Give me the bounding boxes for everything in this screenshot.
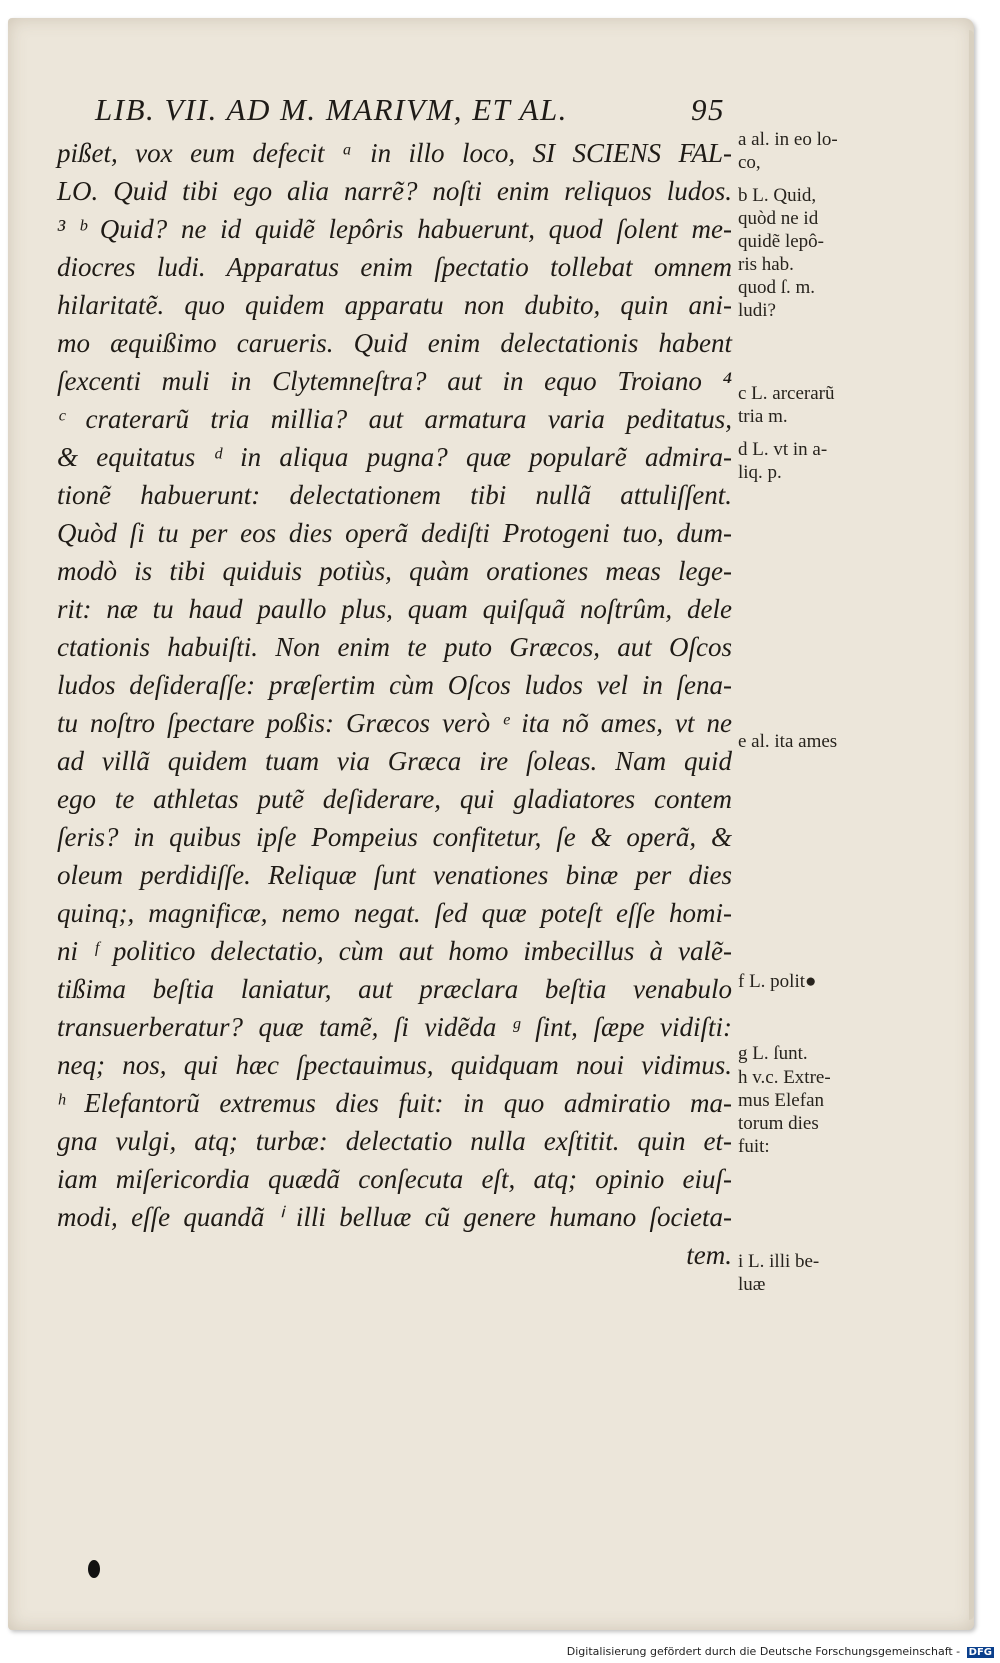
dfg-logo: DFG — [968, 1647, 992, 1658]
text-line: iam miſericordia quædã conſecuta eſt, atq; opinio eiuſ- — [57, 1164, 732, 1194]
text-line: modò is tibi quiduis potiùs, quàm orationes meas lege- — [57, 556, 732, 586]
text-line: diocres ludi. Apparatus enim ſpectatio tollebat omnem — [57, 252, 732, 282]
text-line: LO. Quid tibi ego alia narrẽ? noſti enim reliquos ludos. — [57, 176, 732, 206]
text-line: ³ ᵇ Quid? ne id quidẽ lepôris habuerunt, quod ſolent me- — [57, 214, 732, 244]
text-line: ego te athletas putẽ deſiderare, qui gladiatores contem — [57, 784, 732, 814]
text-line: Quòd ſi tu per eos dies operã dediſti Protogeni tuo, dum- — [57, 518, 732, 548]
running-head-title: LIB. VII. AD M. MARIVM, ET AL. — [95, 92, 568, 127]
text-line: transuerberatur? quæ tamẽ, ſi vidẽda ᵍ ſint, ſæpe vidiſti: — [57, 1012, 732, 1042]
marginal-note-c: c L. arcerarũ tria m. — [738, 383, 835, 427]
text-line: neq; nos, qui hæc ſpectauimus, quidquam noui vidimus. — [57, 1050, 732, 1080]
marginal-note-b: b L. Quid, quòd ne id quidẽ lepô- ris hab. quod ſ. m. ludi? — [738, 185, 825, 321]
text-line: modi, eſſe quandã ⁱ illi belluæ cũ genere humano ſocieta- — [57, 1202, 732, 1232]
text-line: hilaritatẽ. quo quidem apparatu non dubito, quin ani- — [57, 290, 732, 320]
text-line: ſeris? in quibus ipſe Pompeius confitetur, ſe & operã, & — [57, 822, 732, 852]
text-line: ſexcenti muli in Clytemneſtra? aut in equo Troiano ⁴ — [57, 366, 732, 396]
marginal-note-a: a al. in eo lo- co, — [738, 129, 838, 173]
text-line: mo æquißimo carueris. Quid enim delectationis habent — [57, 328, 732, 358]
text-line: ᶜ craterarũ tria millia? aut armatura varia peditatus, — [57, 404, 732, 434]
credit-text: Digitalisierung gefördert durch die Deutsche Forschungsgemeinschaft - — [566, 1645, 961, 1658]
page-number: 95 — [691, 92, 725, 127]
page-edge — [969, 30, 974, 1620]
text-line: pißet, vox eum defecit ᵃ in illo loco, SI SCIENS FAL- — [57, 138, 732, 168]
text-line: ludos deſideraſſe: præſertim cùm Oſcos ludos vel in ſena- — [57, 670, 732, 700]
marginal-note-i: i L. illi be- luæ — [738, 1251, 820, 1295]
marginal-note-d: d L. vt in a- liq. p. — [738, 439, 828, 483]
digitization-credit — [567, 1645, 994, 1658]
text-line: ʰ Elefantorũ extremus dies fuit: in quo admiratio ma- — [57, 1088, 732, 1118]
text-line: & equitatus ᵈ in aliqua pugna? quæ popularẽ admira- — [57, 442, 732, 472]
marginal-note-h: h v.c. Extre- mus Elefan torum dies fuit: — [738, 1067, 831, 1157]
text-line: oleum perdidiſſe. Reliquæ ſunt venationes binæ per dies — [57, 860, 732, 890]
ink-spot — [88, 1560, 100, 1578]
text-line: tißima beſtia laniatur, aut præclara beſtia venabulo — [57, 974, 732, 1004]
text-line: quinq;, magnificæ, nemo negat. ſed quæ poteſt eſſe homi- — [57, 898, 732, 928]
marginal-note-g: g L. ſunt. — [738, 1043, 808, 1064]
marginal-note-f: f L. polit● — [738, 971, 817, 992]
text-line: tu noſtro ſpectare poßis: Græcos verò ᵉ ita nõ ames, vt ne — [57, 708, 732, 738]
text-line: ad villã quidem tuam via Græca ire ſoleas. Nam quid — [57, 746, 732, 776]
text-line: tionẽ habuerunt: delectationem tibi nullã attuliſſent. — [57, 480, 732, 510]
text-line: rit: næ tu haud paullo plus, quam quiſquã noſtrûm, dele — [57, 594, 732, 624]
text-line-last: tem. — [686, 1240, 732, 1270]
text-line: ni ᶠ politico delectatio, cùm aut homo imbecillus à valẽ- — [57, 936, 732, 966]
text-line: gna vulgi, atq; turbæ: delectatio nulla exſtitit. quin et- — [57, 1126, 732, 1156]
marginal-note-e: e al. ita ames — [738, 731, 838, 752]
text-line: ctationis habuiſti. Non enim te puto Græcos, aut Oſcos — [57, 632, 732, 662]
